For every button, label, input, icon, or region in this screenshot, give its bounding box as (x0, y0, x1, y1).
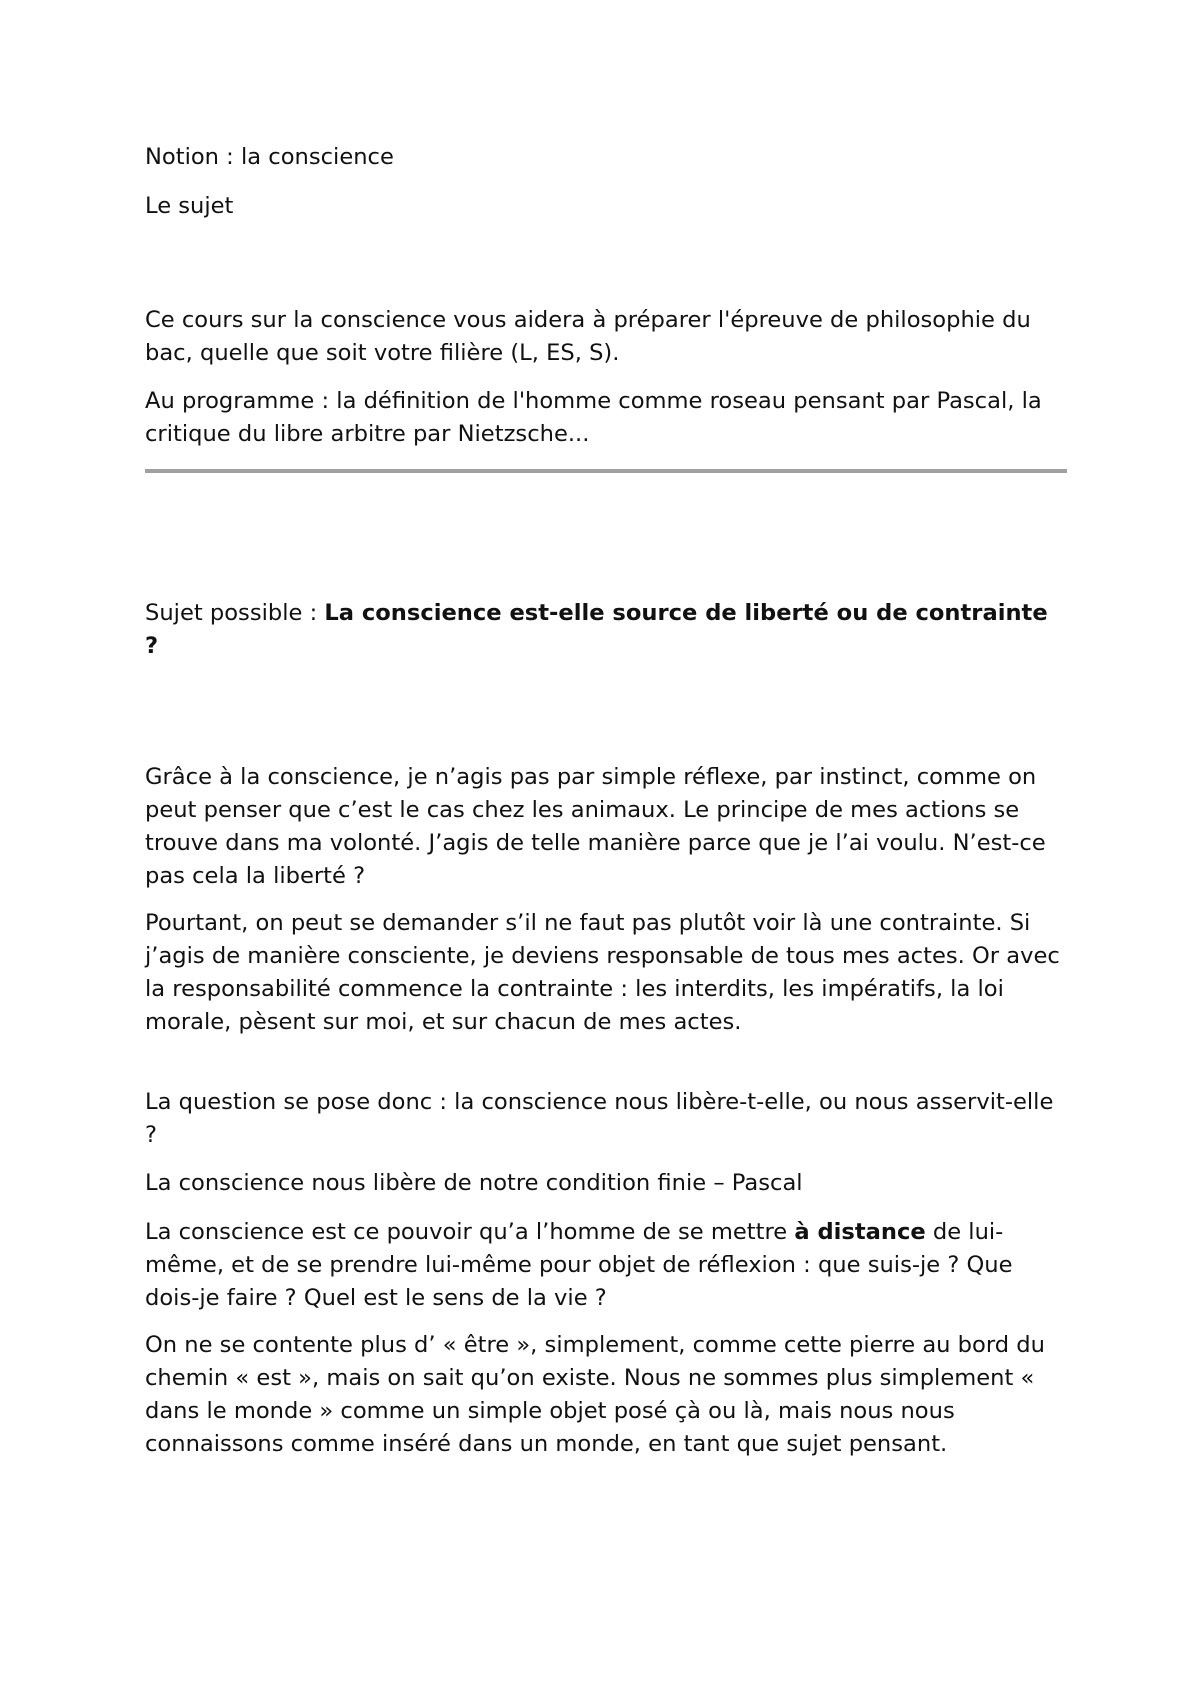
section-heading-pascal: La conscience nous libère de notre condition finie – Pascal (145, 1170, 803, 1196)
p5-text-before: La conscience est ce pouvoir qu’a l’homme de se mettre (145, 1219, 795, 1245)
body-paragraph-5 (145, 1216, 1065, 1315)
horizontal-divider (145, 469, 1067, 473)
notion-heading: Notion : la conscience (145, 144, 394, 170)
sujet-paragraph (145, 597, 1065, 663)
sujet-question: La conscience est-elle source de liberté ou de contrainte ? (145, 600, 1048, 659)
intro-paragraph-2: Au programme : la définition de l'homme comme roseau pensant par Pascal, la critique du libre arbitre par Nietzsche... (145, 388, 1042, 447)
body-paragraph-1: Grâce à la conscience, je n’agis pas par simple réflexe, par instinct, comme on peut penser que c’est le cas chez les animaux. Le principe de mes actions se trouve dans ma volonté. J’agis de telle manière parce que je l’ai voulu. N’est-ce pas cela la liberté ? (145, 764, 1046, 889)
subtitle: Le sujet (145, 193, 234, 219)
body-paragraph-2: Pourtant, on peut se demander s’il ne faut pas plutôt voir là une contrainte. Si j’agis de manière consciente, je deviens responsable de tous mes actes. Or avec la responsabilité commence la contrainte : les interdits, les impératifs, la loi morale, pèsent sur moi, et sur chacun de mes actes. (145, 910, 1060, 1035)
p5-emphasis: à distance (794, 1219, 926, 1245)
intro-paragraph-1: Ce cours sur la conscience vous aidera à préparer l'épreuve de philosophie du bac, quelle que soit votre filière (L, ES, S). (145, 307, 1031, 366)
body-paragraph-6: On ne se contente plus d’ « être », simplement, comme cette pierre au bord du chemin « est », mais on sait qu’on existe. Nous ne sommes plus simplement « dans le monde » comme un simple objet posé çà ou là, mais nous nous connaissons comme inséré dans un monde, en tant que sujet pensant. (145, 1332, 1045, 1457)
body-paragraph-3: La question se pose donc : la conscience nous libère-t-elle, ou nous asservit-elle ? (145, 1089, 1054, 1148)
sujet-prefix: Sujet possible : (145, 600, 325, 626)
p5-text-after: de lui-même, et de se prendre lui-même pour objet de réflexion : que suis-je ? Que dois-je faire ? Quel est le sens de la vie ? (145, 1219, 1013, 1311)
